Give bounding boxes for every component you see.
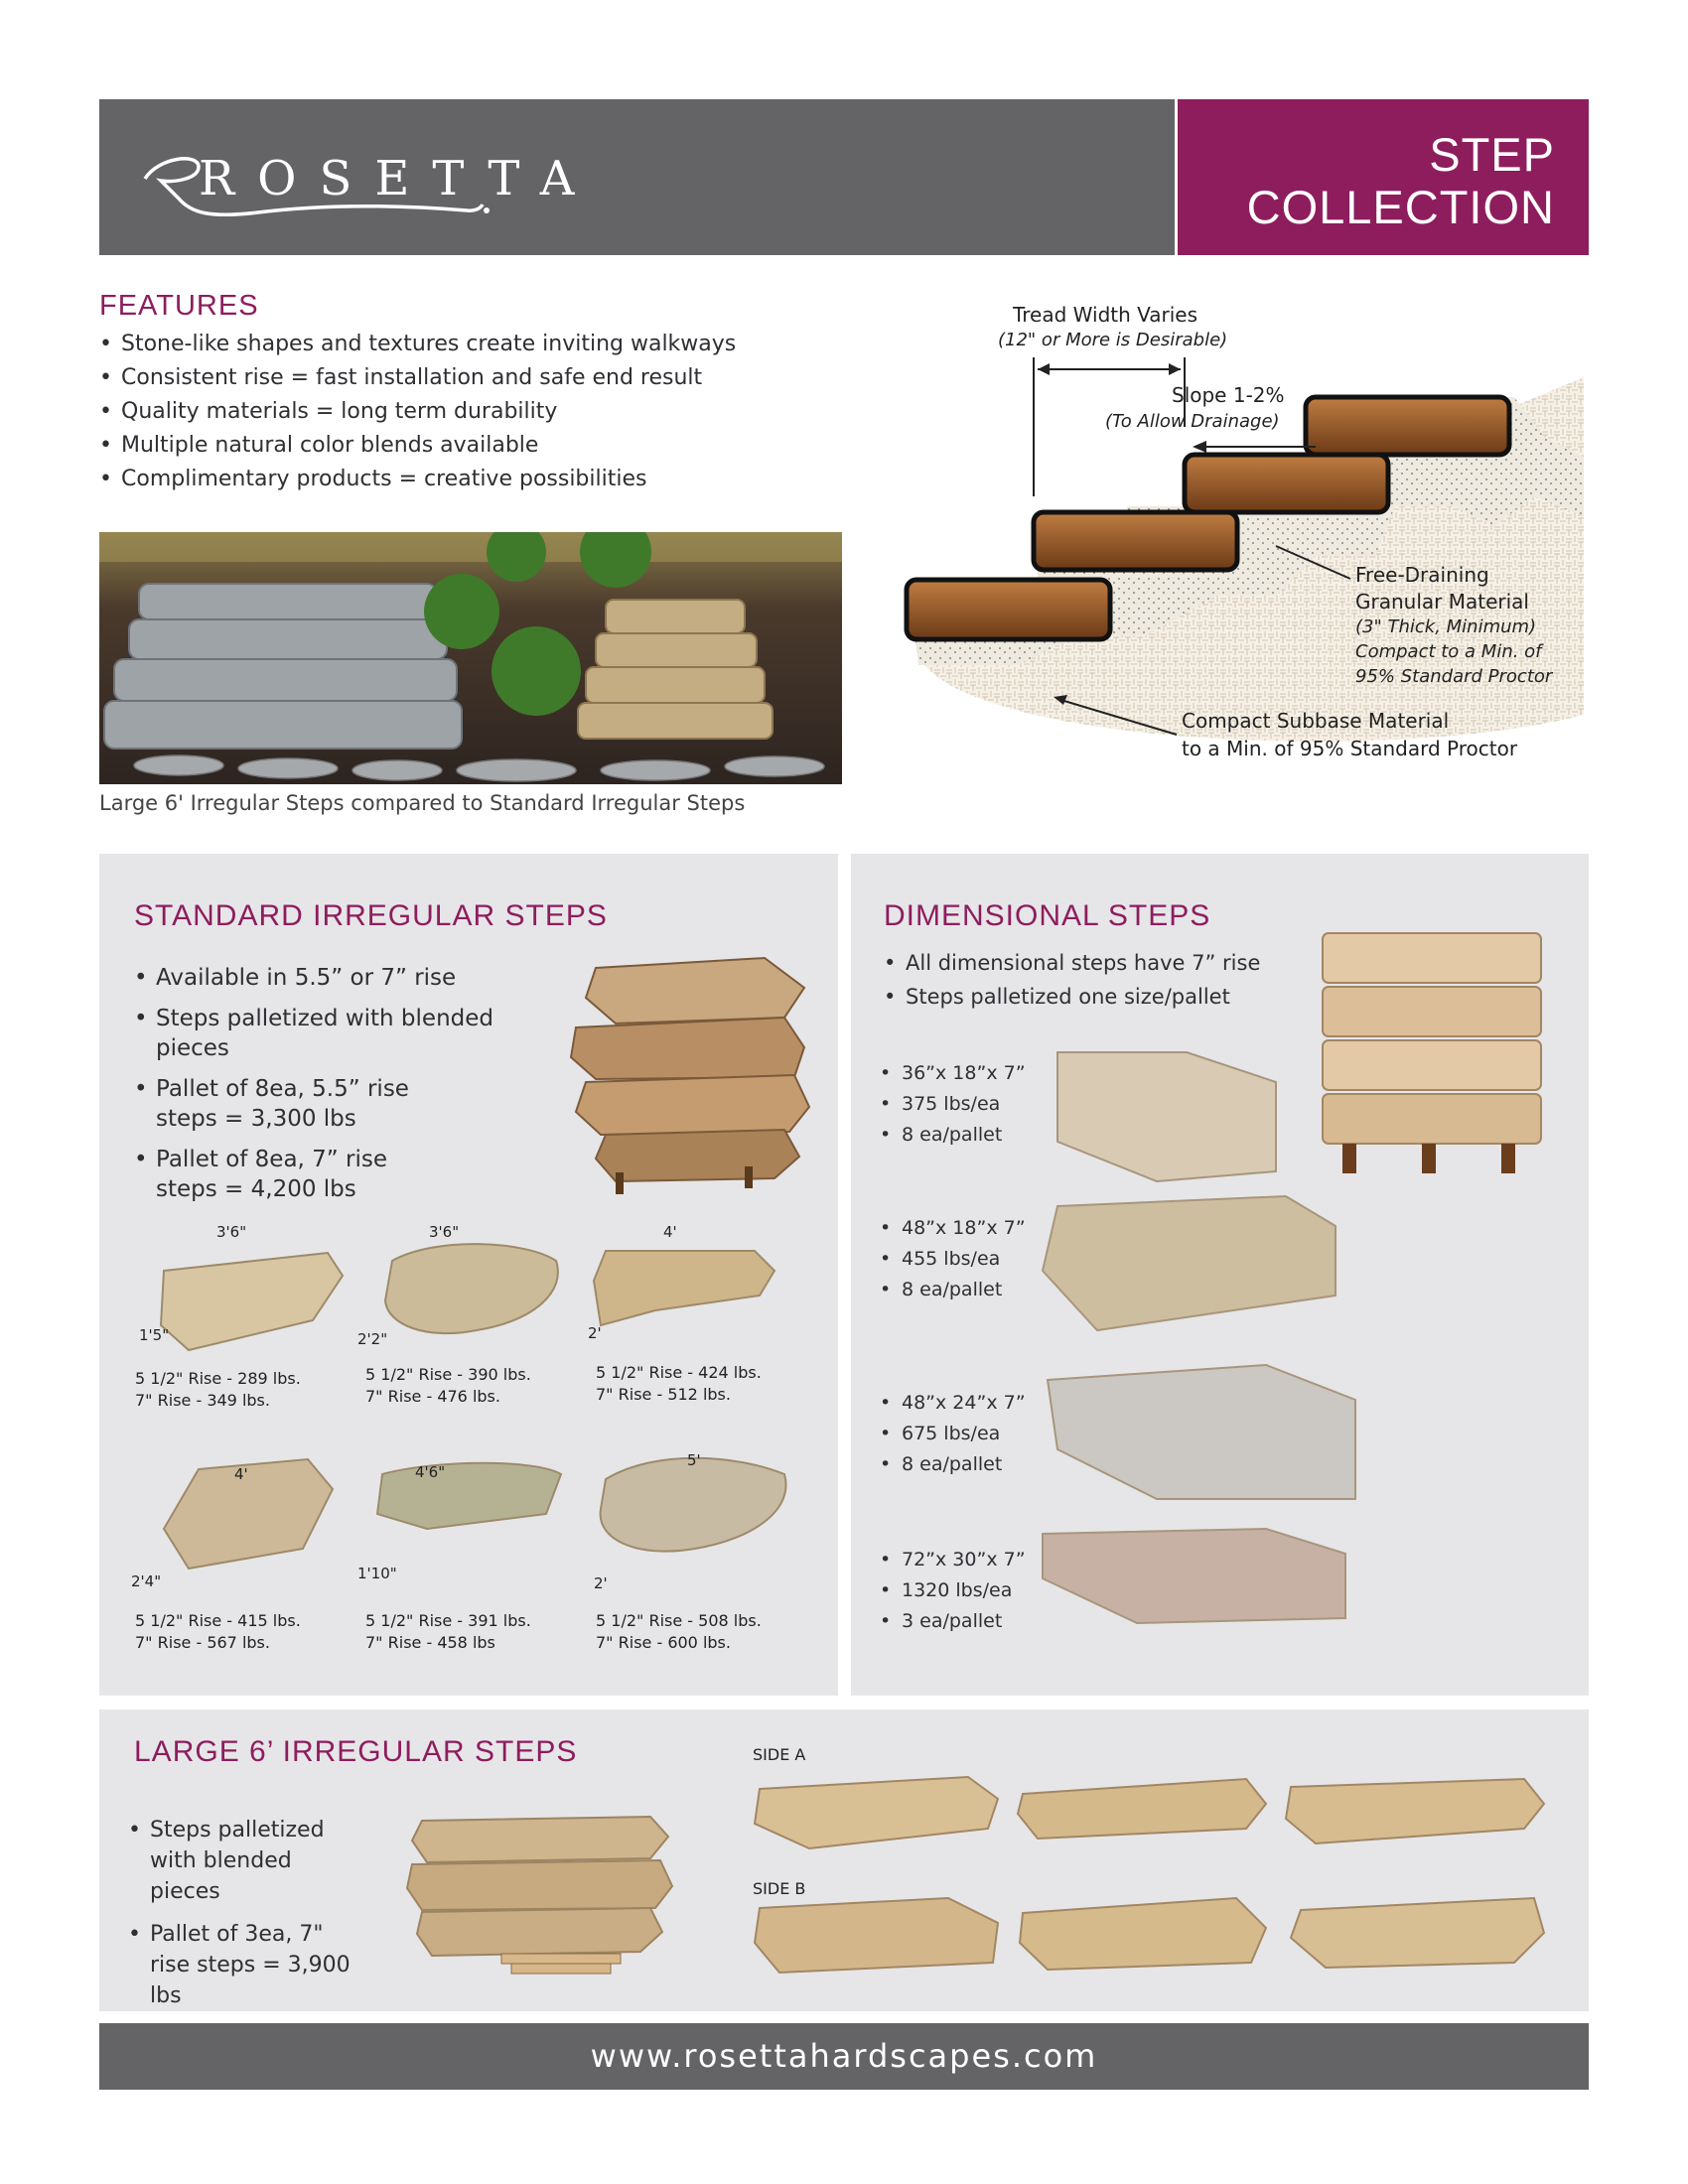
tread-label: Tread Width Varies [1013, 303, 1198, 327]
large-pallet-photo [402, 1807, 680, 1985]
step-5-rise-weight: 7" Rise - 458 lbs [365, 1633, 495, 1652]
dimensional-product-1-specs [878, 1058, 1026, 1151]
subbase-label: Compact Subbase Material [1182, 709, 1450, 733]
step-1-rise-weight: 5 1/2" Rise - 289 lbs. [135, 1369, 301, 1388]
logo-wordmark: ROSETTA [199, 151, 598, 206]
side-a-label: SIDE A [753, 1745, 806, 1764]
large-steps-heading: LARGE 6’ IRREGULAR STEPS [134, 1735, 578, 1768]
product-pallet: • 8 ea/pallet [878, 1120, 1026, 1151]
step-6-top-dimension: 5' [687, 1451, 701, 1469]
page-title-line-1: STEP [1429, 128, 1555, 181]
features-list [97, 328, 892, 496]
dimensional-steps-item: • Steps palletized one size/pallet [882, 980, 1309, 1014]
step-1-side-dimension: 1'5" [139, 1326, 170, 1344]
standard-steps-item: • Pallet of 8ea, 5.5” rise steps = 3,300 lbs [132, 1074, 414, 1134]
product-weight: • 1320 lbs/ea [878, 1575, 1026, 1606]
drainage-label: Granular Material [1355, 590, 1529, 614]
product-pallet: • 3 ea/pallet [878, 1606, 1026, 1637]
step-2-rise-weight: 7" Rise - 476 lbs. [365, 1387, 500, 1406]
footer-url[interactable] [99, 2023, 1589, 2090]
standard-steps-heading: STANDARD IRREGULAR STEPS [134, 899, 608, 932]
dimensional-steps-heading: DIMENSIONAL STEPS [884, 899, 1211, 932]
step-6-rise-weight: 5 1/2" Rise - 508 lbs. [596, 1611, 762, 1630]
step-2-side-dimension: 2'2" [357, 1330, 388, 1348]
drainage-label: Free-Draining [1355, 563, 1489, 587]
product-weight: • 455 lbs/ea [878, 1244, 1026, 1275]
dimensional-product-4-specs [878, 1545, 1026, 1637]
photo-caption: Large 6' Irregular Steps compared to Standard Irregular Steps [99, 791, 746, 815]
dimensional-steps-item: • All dimensional steps have 7” rise [882, 946, 1309, 980]
standard-steps-item: • Available in 5.5” or 7” rise [132, 963, 559, 993]
step-5-top-dimension: 4'6" [415, 1463, 446, 1481]
standard-steps-item: • Steps palletized with blended pieces [132, 1004, 559, 1063]
large-steps-list [126, 1815, 364, 2023]
step-5-rise-weight: 5 1/2" Rise - 391 lbs. [365, 1611, 531, 1630]
product-weight: • 375 lbs/ea [878, 1089, 1026, 1120]
step-4-rise-weight: 7" Rise - 567 lbs. [135, 1633, 270, 1652]
standard-step-shapes [139, 1231, 814, 1658]
drainage-note: (3" Thick, Minimum) [1355, 616, 1537, 637]
step-2-rise-weight: 5 1/2" Rise - 390 lbs. [365, 1365, 531, 1384]
features-item: • Complimentary products = creative possibilities [97, 463, 892, 496]
slope-note: (To Allow Drainage) [1105, 411, 1280, 432]
step-3-side-dimension: 2' [588, 1324, 602, 1342]
step-1-rise-weight: 7" Rise - 349 lbs. [135, 1391, 270, 1410]
step-3-top-dimension: 4' [663, 1223, 677, 1241]
step-2-top-dimension: 3'6" [429, 1223, 460, 1241]
subbase-label: to a Min. of 95% Standard Proctor [1182, 737, 1518, 760]
product-size: • 48”x 18”x 7” [878, 1213, 1026, 1244]
page-title-line-2: COLLECTION [1246, 181, 1555, 233]
side-b-label: SIDE B [753, 1879, 806, 1898]
dimensional-steps-list [882, 946, 1309, 1014]
dimensional-product-3-specs [878, 1388, 1026, 1480]
product-pallet: • 8 ea/pallet [878, 1275, 1026, 1305]
step-5-side-dimension: 1'10" [357, 1565, 397, 1582]
step-3-rise-weight: 7" Rise - 512 lbs. [596, 1385, 731, 1404]
step-6-side-dimension: 2' [594, 1574, 608, 1592]
steps-comparison-photo [99, 532, 842, 784]
product-size: • 48”x 24”x 7” [878, 1388, 1026, 1419]
dimensional-product-2-specs [878, 1213, 1026, 1305]
product-size: • 72”x 30”x 7” [878, 1545, 1026, 1575]
large-steps-item: • Steps palletized with blended pieces [126, 1815, 364, 1907]
step-3-rise-weight: 5 1/2" Rise - 424 lbs. [596, 1363, 762, 1382]
installation-cross-section-diagram [899, 298, 1594, 774]
large-steps-item: • Pallet of 3ea, 7" rise steps = 3,900 lbs [126, 1919, 364, 2011]
step-4-rise-weight: 5 1/2" Rise - 415 lbs. [135, 1611, 301, 1630]
standard-steps-list [132, 963, 559, 1215]
step-4-side-dimension: 2'4" [131, 1572, 162, 1590]
product-pallet: • 8 ea/pallet [878, 1449, 1026, 1480]
drainage-note: Compact to a Min. of [1355, 641, 1542, 662]
features-item: • Multiple natural color blends available [97, 429, 892, 463]
features-heading: FEATURES [99, 290, 259, 322]
standard-steps-item: • Pallet of 8ea, 7” rise steps = 4,200 lbs [132, 1145, 394, 1204]
step-1-top-dimension: 3'6" [216, 1223, 247, 1241]
features-item: • Stone-like shapes and textures create inviting walkways [97, 328, 892, 361]
product-weight: • 675 lbs/ea [878, 1419, 1026, 1449]
website-link[interactable]: www.rosettahardscapes.com [590, 2037, 1098, 2075]
product-size: • 36”x 18”x 7” [878, 1058, 1026, 1089]
features-item: • Quality materials = long term durability [97, 395, 892, 429]
features-item: • Consistent rise = fast installation and safe end result [97, 361, 892, 395]
drainage-note: 95% Standard Proctor [1355, 666, 1553, 687]
large-step-side-photos [750, 1759, 1564, 2007]
dimensional-step-photos [1038, 1042, 1564, 1658]
standard-pallet-photo [556, 948, 814, 1196]
slope-label: Slope 1-2% [1172, 383, 1285, 407]
step-4-top-dimension: 4' [234, 1465, 248, 1483]
step-6-rise-weight: 7" Rise - 600 lbs. [596, 1633, 731, 1652]
tread-note: (12" or More is Desirable) [998, 330, 1228, 350]
